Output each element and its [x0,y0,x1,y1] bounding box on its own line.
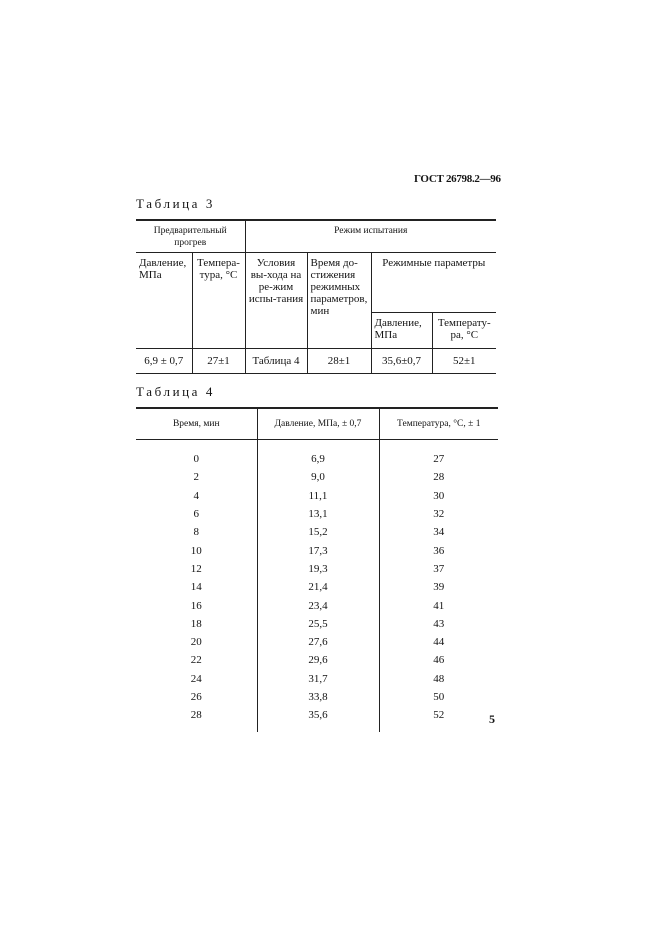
table-row: 4 11,1 30 [136,487,498,505]
sub-pressure: Давление, МПа [371,313,432,349]
cell-mode-pressure: 35,6±0,7 [371,349,432,374]
cell-conditions: Таблица 4 [245,349,307,374]
cell-temperature: 27±1 [192,349,245,374]
table-row: 22 29,6 46 [136,651,498,669]
table-row: 12 19,3 37 [136,560,498,578]
table4-caption: Таблица 4 [136,384,215,399]
table3-caption: Таблица 3 [136,196,215,211]
table3 [136,219,496,374]
table-row: 6 13,1 32 [136,505,498,523]
col-conditions: Условия вы-хода на ре-жим испы-тания [245,253,307,349]
table-row: 28 35,6 52 [136,706,498,724]
group-mode: Режим испытания [245,220,496,253]
table-row: 20 27,6 44 [136,633,498,651]
col-pressure: Давление, МПа [136,253,192,349]
table-row: 18 25,5 43 [136,615,498,633]
cell-time: 28±1 [307,349,371,374]
page-number: 5 [489,712,495,726]
table-row: 10 17,3 36 [136,541,498,559]
header-time: Время, мин [136,408,257,440]
col-time: Время до-стижения режимных параметров, мин [307,253,371,349]
col-temperature: Темпера-тура, °С [192,253,245,349]
document-code: ГОСТ 26798.2—96 [414,173,501,185]
cell-mode-temperature: 52±1 [432,349,496,374]
sub-temperature: Температу-ра, °С [432,313,496,349]
group-preheat: Предварительный прогрев [136,220,245,253]
cell-pressure: 6,9 ± 0,7 [136,349,192,374]
table-row: 8 15,2 34 [136,523,498,541]
header-pressure: Давление, МПа, ± 0,7 [257,408,379,440]
table-row: 14 21,4 39 [136,578,498,596]
table-row: 16 23,4 41 [136,596,498,614]
table4 [136,407,498,732]
table-row: 26 33,8 50 [136,688,498,706]
table-row: 0 6,9 27 [136,450,498,468]
header-temperature: Температура, °С, ± 1 [379,408,498,440]
table-row: 24 31,7 48 [136,670,498,688]
table-row: 2 9,0 28 [136,468,498,486]
group-params: Режимные параметры [371,253,496,313]
